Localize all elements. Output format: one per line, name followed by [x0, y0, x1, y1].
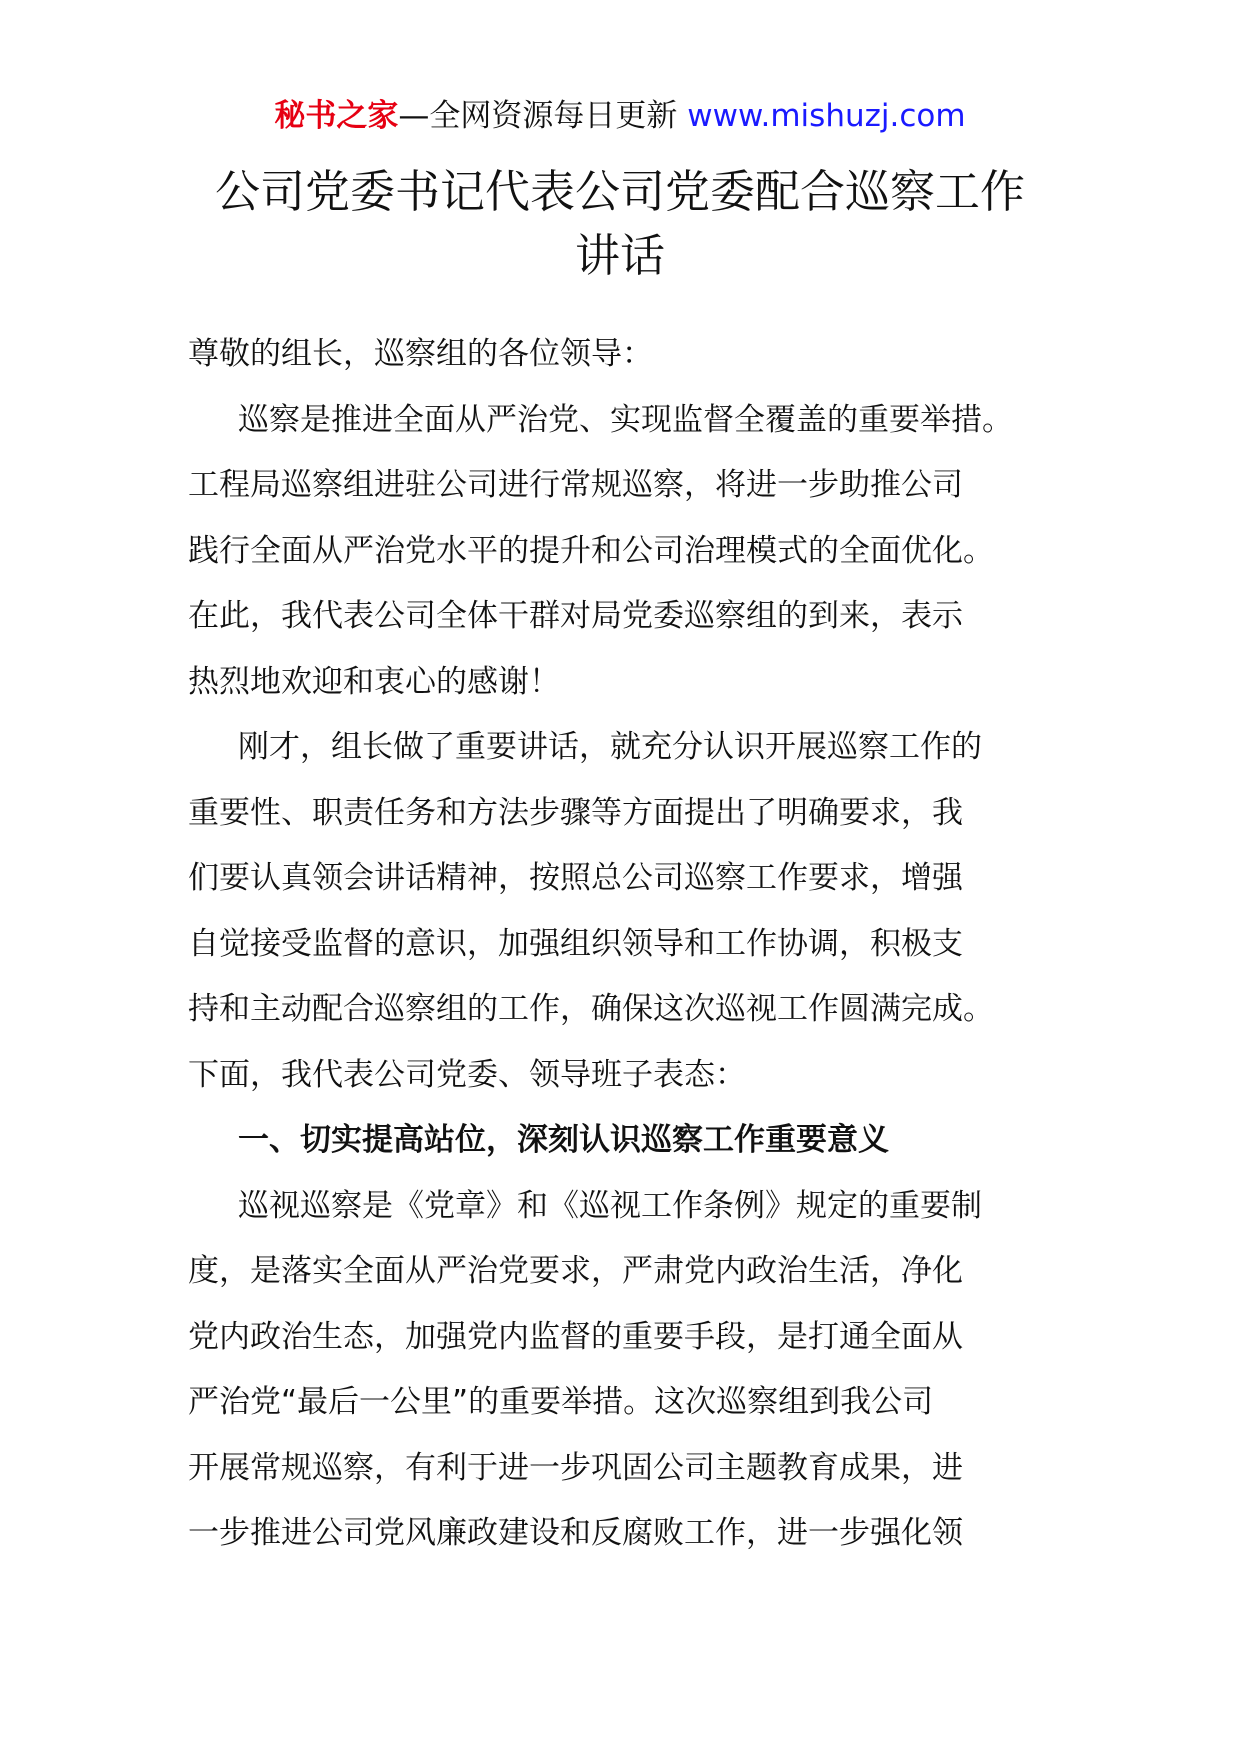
paragraph-significance: [188, 1174, 1068, 1567]
site-url-link[interactable]: www.mishuzj.com: [687, 98, 966, 134]
text-line: 刚才，组长做了重要讲话，就充分认识开展巡察工作的: [238, 729, 982, 765]
text-line: 重要性、职责任务和方法步骤等方面提出了明确要求，我: [188, 794, 963, 831]
section-heading-1: [188, 1108, 1068, 1174]
title-line: 讲话: [574, 229, 665, 282]
text-line: 严治党“最后一公里”的重要举措。这次巡察组到我公司: [188, 1384, 934, 1420]
text-line: 在此，我代表公司全体干群对局党委巡察组的到来，表示: [188, 598, 963, 634]
text-line: 开展常规巡察，有利于进一步巩固公司主题教育成果，进: [188, 1449, 963, 1486]
text-line: 持和主动配合巡察组的工作，确保这次巡视工作圆满完成。: [188, 991, 994, 1027]
text-line: 自觉接受监督的意识，加强组织领导和工作协调，积极支: [188, 925, 963, 962]
text-line: 巡视巡察是《党章》和《巡视工作条例》规定的重要制: [238, 1187, 982, 1224]
salutation: [188, 322, 1068, 388]
text-line: 工程局巡察组进驻公司进行常规巡察，将进一步助推公司: [188, 467, 963, 503]
text-line: 践行全面从严治党水平的提升和公司治理模式的全面优化。: [188, 532, 994, 569]
text-line: 党内政治生态，加强党内监督的重要手段，是打通全面从: [188, 1318, 963, 1355]
paragraph-statement: [188, 715, 1068, 1108]
section-heading-text: 一、切实提高站位，深刻认识巡察工作重要意义: [238, 1122, 889, 1158]
text-line: 一步推进公司党风廉政建设和反腐败工作，进一步强化领: [188, 1515, 963, 1551]
document-title: [180, 160, 1060, 288]
brand-name: 秘书之家: [274, 98, 399, 134]
paragraph-intro: [188, 388, 1068, 716]
document-body: [188, 322, 1068, 1567]
site-header: [0, 96, 1240, 136]
title-line: 公司党委书记代表公司党委配合巡察工作: [214, 165, 1025, 218]
text-line: 度，是落实全面从严治党要求，严肃党内政治生活，净化: [188, 1253, 963, 1289]
text-line: 们要认真领会讲话精神，按照总公司巡察工作要求，增强: [188, 860, 963, 896]
site-slogan: —全网资源每日更新: [398, 98, 688, 134]
text-line: 下面，我代表公司党委、领导班子表态：: [188, 1056, 746, 1093]
text-line: 尊敬的组长，巡察组的各位领导：: [188, 336, 653, 372]
text-line: 热烈地欢迎和衷心的感谢！: [188, 663, 560, 700]
text-line: 巡察是推进全面从严治党、实现监督全覆盖的重要举措。: [238, 401, 1013, 438]
